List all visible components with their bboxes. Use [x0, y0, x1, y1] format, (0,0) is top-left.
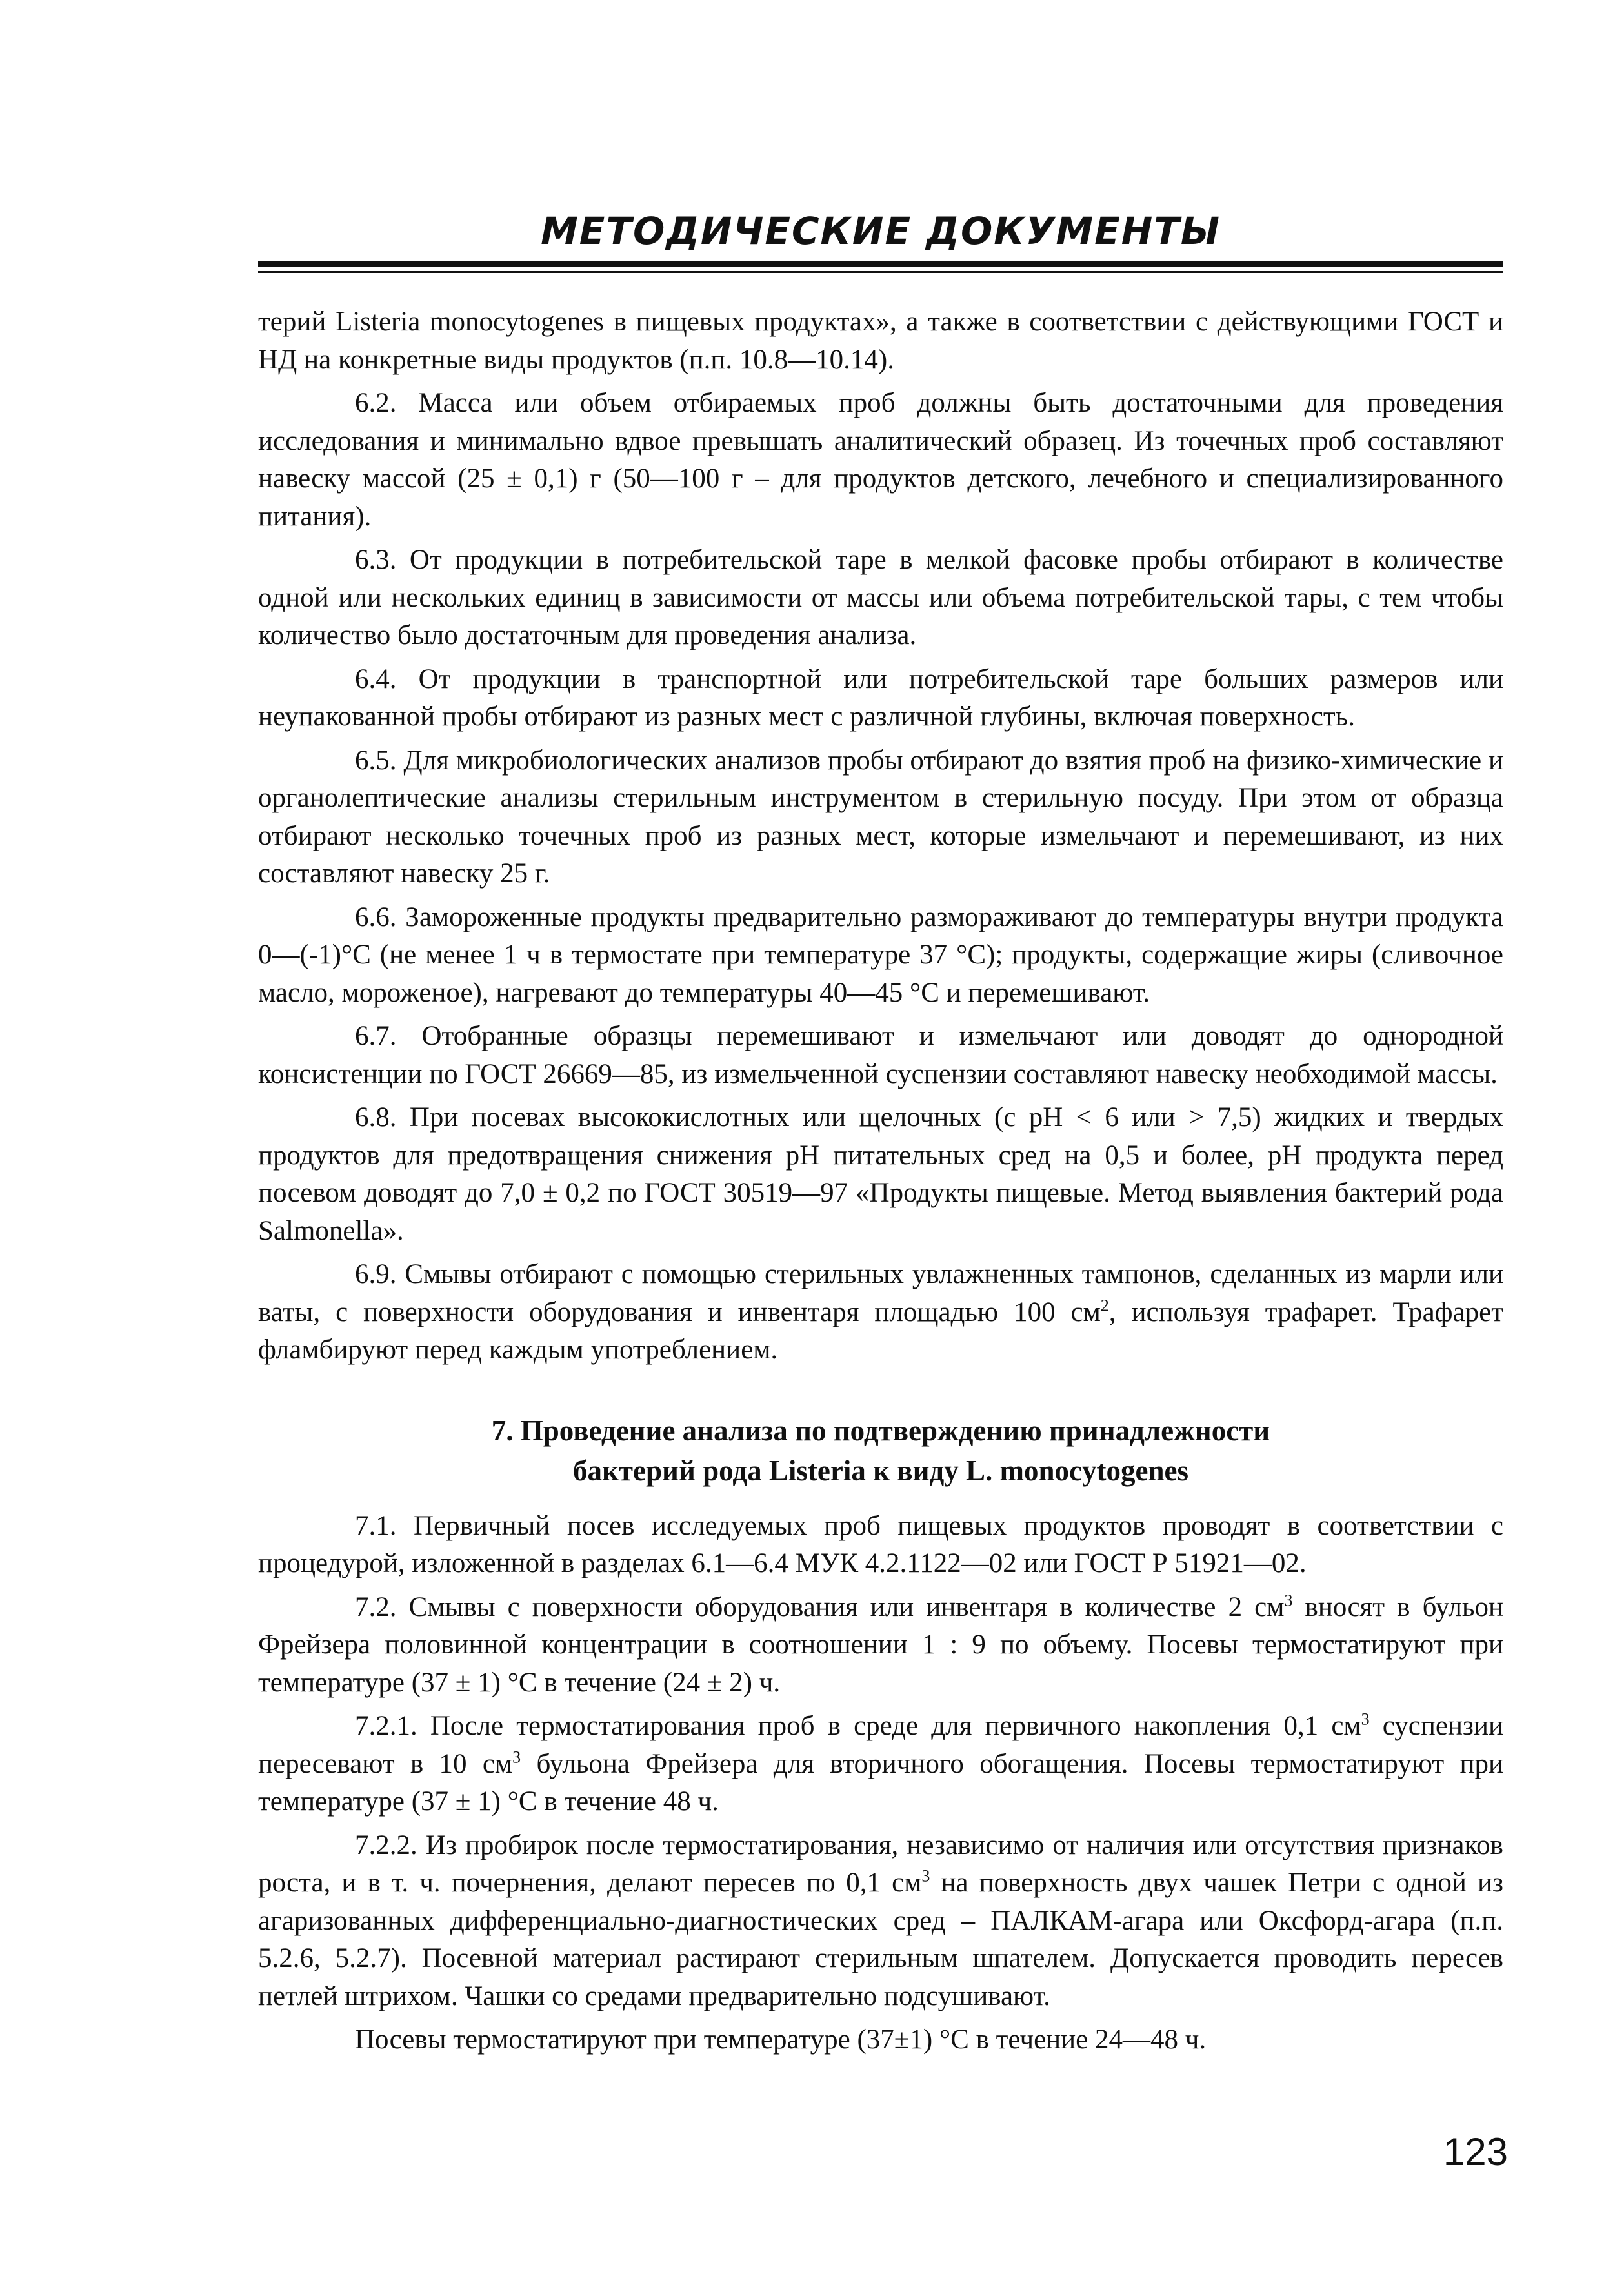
paragraph-7-2-1-text-b: суспензии пересевают в 10 см: [258, 1711, 1503, 1779]
paragraph-6-9: [258, 1256, 1503, 1369]
paragraph-7-2-text-a: 7.2. Смывы с поверхности оборудования или инвентаря в количестве 2 см: [355, 1591, 1285, 1622]
paragraph-final: Посевы термостатируют при температуре (37±1) °С в течение 24—48 ч.: [355, 2024, 1207, 2055]
paragraph-6-7: 6.7. Отобранные образцы перемешивают и измельчают или доводят до однородной консистенции по ГОСТ 26669—85, из измельченной суспензии составляют навеску необходимой массы.: [258, 1021, 1503, 1089]
paragraph-6-4: 6.4. От продукции в транспортной или потребительской таре больших размеров или неупакованной пробы отбирают из разных мест с различной глубины, включая поверхность.: [258, 663, 1503, 732]
paragraph-7-2-1-text-c: бульона Фрейзера для вторичного обогащения. Посевы термостатируют при температуре (37 ± 1) °С в течение 48 ч.: [258, 1748, 1503, 1817]
superscript: 3: [512, 1748, 521, 1767]
paragraph-6-8: 6.8. При посевах высококислотных или щелочных (с рН < 6 или > 7,5) жидких и твердых продуктов для предотвращения снижения рН питательных сред на 0,5 и более, рН продукта перед посевом доводят до 7,0 ± 0,2 по ГОСТ 30519—97 «Продукты пищевые. Метод выявления бактерий рода Salmonella».: [258, 1102, 1503, 1246]
paragraph-6-3: 6.3. От продукции в потребительской таре в мелкой фасовке пробы отбирают в количестве одной или нескольких единиц в зависимости от массы или объема потребительской тары, с тем чтобы количество было достаточным для проведения анализа.: [258, 545, 1503, 650]
superscript: 3: [1361, 1709, 1370, 1729]
paragraph-7-2: [258, 1589, 1503, 1702]
paragraph-6-6: 6.6. Замороженные продукты предварительно размораживают до температуры внутри продукта 0—(-1)°С (не менее 1 ч в термостате при температуре 37 °С); продукты, содержащие жиры (сливочное масло, мороженое), нагревают до температуры 40—45 °С и перемешивают.: [258, 902, 1503, 1008]
section-7-title: [258, 1411, 1503, 1491]
paragraph-7-2-text-b: вносят в бульон Фрейзера половинной концентрации в соотношении 1 : 9 по объему. Посевы термостатируют при температуре (37 ± 1) °С в течение (24 ± 2) ч.: [258, 1591, 1503, 1698]
superscript: 2: [1100, 1296, 1109, 1315]
header-title: МЕТОДИЧЕСКИЕ ДОКУМЕНТЫ: [541, 209, 1221, 253]
section-7-title-line2: бактерий рода Listeria к виду L. monocytogenes: [573, 1454, 1188, 1487]
paragraph-7-1: 7.1. Первичный посев исследуемых проб пищевых продуктов проводят в соответствии с процедурой, изложенной в разделах 6.1—6.4 МУК 4.2.1122—02 или ГОСТ Р 51921—02.: [258, 1510, 1503, 1578]
paragraph-7-2-1-text-a: 7.2.1. После термостатирования проб в среде для первичного накопления 0,1 см: [355, 1711, 1361, 1741]
paragraph-7-2-2-text-b: на поверхность двух чашек Петри с одной из агаризованных дифференциально-диагностических сред – ПАЛКАМ-агара или Оксфорд-агара (п.п. 5.2.6, 5.2.7). Посевной материал растирают стерильным шпателем. Допускается проводить пересев петлей штрихом. Чашки со средами предварительно подсушивают.: [258, 1868, 1504, 2011]
paragraph-6-1-continued: терий Listeria monocytogenes в пищевых продуктах», а также в соответствии с действующими ГОСТ и НД на конкретные виды продуктов (п.п. 10.8—10.14).: [258, 307, 1503, 375]
paragraph-6-9-text-a: 6.9. Смывы отбирают с помощью стерильных увлажненных тампонов, сделанных из марли или ваты, с поверхности оборудования и инвентаря площадью 100 см: [258, 1259, 1503, 1327]
paragraph-7-2-2: [258, 1827, 1503, 2016]
running-header: [258, 205, 1503, 273]
section-7-title-line1: 7. Проведение анализа по подтверждению принадлежности: [491, 1414, 1270, 1447]
page-number: 123: [1443, 2130, 1508, 2173]
paragraph-6-5: 6.5. Для микробиологических анализов пробы отбирают до взятия проб на физико-химические и органолептические анализы стерильным инструментом в стерильную посуду. При этом от образца отбирают несколько точечных проб из разных мест, которые измельчают и перемешивают, из них составляют навеску 25 г.: [258, 745, 1503, 889]
header-rule-thin: [258, 271, 1503, 273]
paragraph-7-2-2-text-a: 7.2.2. Из пробирок после термостатирования, независимо от наличия или отсутствия признаков роста, и в т. ч. почернения, делают пересев по 0,1 см: [258, 1829, 1503, 1898]
paragraph-7-2-1: [258, 1708, 1503, 1821]
superscript: 3: [921, 1866, 930, 1886]
paragraph-6-9-text-b: , используя трафарет. Трафарет фламбируют перед каждым употреблением.: [258, 1296, 1504, 1365]
header-rule-thick: [258, 261, 1503, 267]
superscript: 3: [1284, 1591, 1293, 1610]
document-body: [258, 303, 1503, 2065]
paragraph-6-2: 6.2. Масса или объем отбираемых проб должны быть достаточными для проведения исследования и минимально вдвое превышать аналитический образец. Из точечных проб составляют навеску массой (25 ± 0,1) г (50—100 г – для продуктов детского, лечебного и специализированного питания).: [258, 388, 1503, 532]
